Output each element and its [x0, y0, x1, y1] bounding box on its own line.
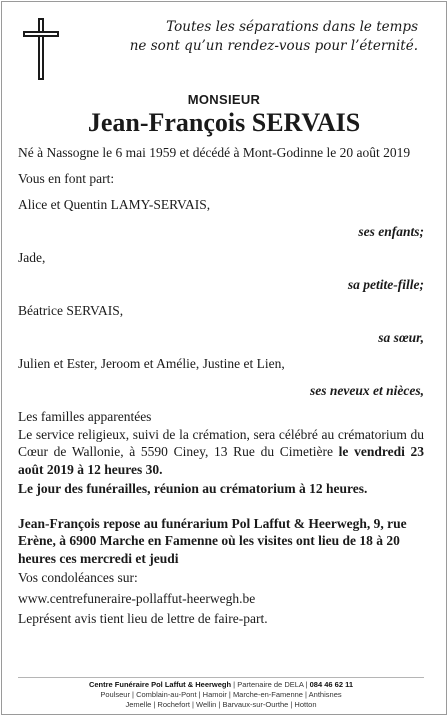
family-relation-granddaughter: sa petite-fille;	[347, 276, 424, 292]
family-relation-sister: sa sœur,	[378, 329, 424, 345]
honorific: MONSIEUR	[187, 92, 261, 107]
service-info	[18, 426, 424, 479]
related-families: Les familles apparentées	[18, 409, 152, 424]
funeral-day-meeting: Le jour des funérailles, réunion au crématorium à 12 heures.	[18, 481, 368, 496]
death-notice	[1, 1, 447, 715]
funerarium-info: Jean-François repose au funérarium Pol Laffut & Heerwegh, 9, rue Erène, à 6900 Marche en Famenne où les visites ont lieu de 18 à 20 heures ces mercredi et jeudi	[18, 515, 407, 566]
family-relation-nephews: ses neveux et nièces,	[310, 382, 424, 398]
epitaph-quote	[88, 18, 418, 56]
footer-places-2: Jemelle | Rochefort | Wellin | Barvaux-sur-Ourthe | Hotton	[125, 700, 317, 709]
family-names-granddaughter: Jade,	[18, 250, 46, 265]
service-text: Le service religieux, suivi de la crémation, sera célébré au crématorium du Cœur de Wallonie, à 5590 Ciney, 13 Rue du Cimetière	[18, 426, 424, 459]
family-relation-children: ses enfants;	[358, 223, 424, 239]
family-names-nephews: Julien et Ester, Jeroom et Amélie, Justine et Lien,	[18, 356, 285, 371]
family-names-children: Alice et Quentin LAMY-SERVAIS,	[18, 197, 211, 212]
service-date: le vendredi 23 août 2019 à 12 heures 30.	[18, 444, 425, 477]
quote-line-1: Toutes les séparations dans le temps	[166, 19, 418, 35]
footer-phone: 084 46 62 11	[309, 680, 354, 689]
condolences-label: Vos condoléances sur:	[18, 570, 138, 585]
family-names-sister: Béatrice SERVAIS,	[18, 303, 124, 318]
announce-line: Vous en font part:	[18, 170, 115, 186]
footer-line-1: Centre Funéraire Pol Laffut & Heerwegh | Partenaire de DELA | 084 46 62 11	[88, 680, 354, 689]
quote-line-2: ne sont qu’un rendez-vous pour l’éternité.	[129, 38, 418, 54]
cross-icon	[21, 16, 61, 80]
footer-partner: Partenaire de DELA	[237, 680, 304, 689]
notice-line: Leprésent avis tient lieu de lettre de faire-part.	[18, 611, 268, 626]
footer-company: Centre Funéraire Pol Laffut & Heerwegh	[88, 680, 232, 689]
deceased-name: Jean-François SERVAIS	[87, 108, 361, 137]
funeral-home-footer	[18, 677, 424, 710]
birth-death-line: Né à Nassogne le 6 mai 1959 et décédé à Mont-Godinne le 20 août 2019	[18, 145, 411, 160]
website-link[interactable]: www.centrefuneraire-pollaffut-heerwegh.be	[18, 590, 256, 606]
notice-body	[18, 144, 424, 628]
footer-places-1: Poulseur | Comblain-au-Pont | Hamoir | Marche-en-Famenne | Anthisnes	[100, 690, 342, 699]
